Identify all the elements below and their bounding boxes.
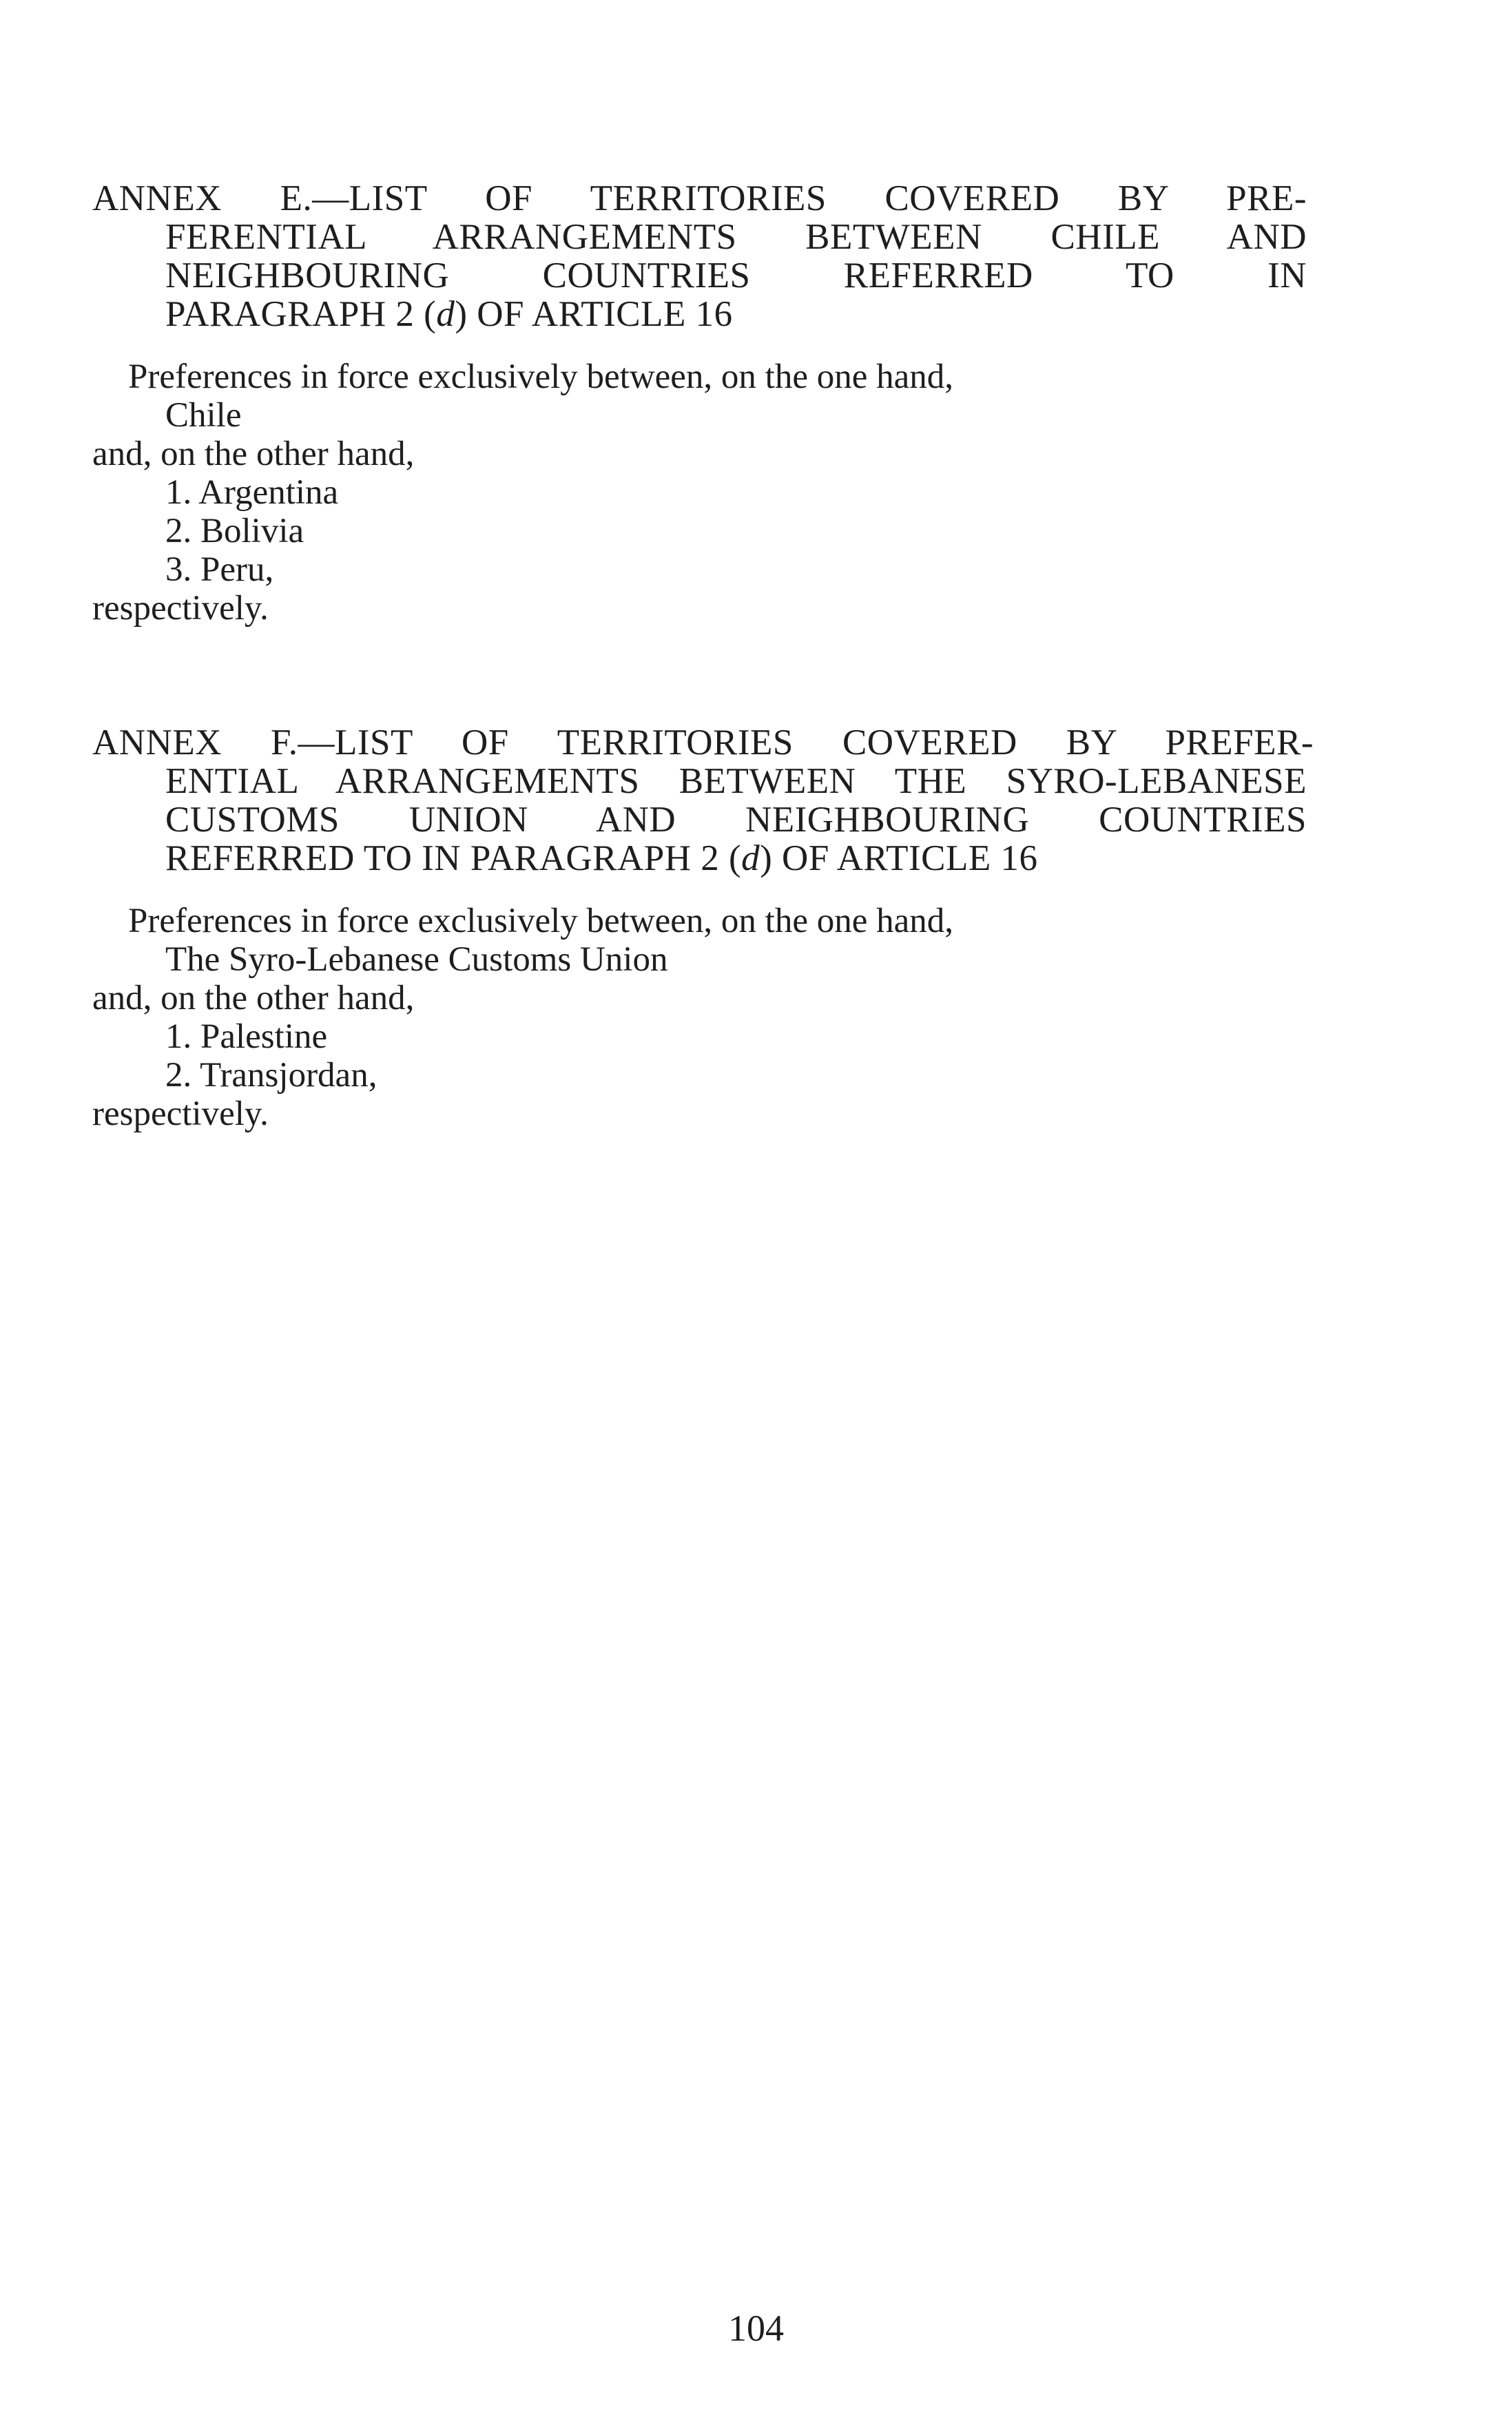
annex-e-heading-line-2: FERENTIAL ARRANGEMENTS BETWEEN CHILE AND xyxy=(165,217,1307,257)
annex-e-party: Chile xyxy=(165,396,242,435)
annex-e-heading-line-1: ANNEX E.—LIST OF TERRITORIES COVERED BY PRE- xyxy=(92,178,1307,218)
annex-f-item-1: 1. Palestine xyxy=(165,1017,328,1056)
annex-e-other-hand: and, on the other hand, xyxy=(92,435,415,473)
annex-f-heading-line-3: CUSTOMS UNION AND NEIGHBOURING COUNTRIES xyxy=(165,800,1307,840)
annex-f-heading-line-2: ENTIAL ARRANGEMENTS BETWEEN THE SYRO-LEBANESE xyxy=(165,761,1307,801)
annex-f-heading-line-1: ANNEX F.—LIST OF TERRITORIES COVERED BY PREFER- xyxy=(92,723,1314,763)
annex-f-party: The Syro-Lebanese Customs Union xyxy=(165,940,668,979)
annex-e-closing: respectively. xyxy=(92,589,269,628)
annex-e-heading-line-4 xyxy=(165,293,733,335)
annex-e-item-1: 1. Argentina xyxy=(165,473,339,512)
annex-e-heading-line-3: NEIGHBOURING COUNTRIES REFERRED TO IN xyxy=(165,256,1307,296)
annex-f-intro: Preferences in force exclusively between, on the one hand, xyxy=(128,902,954,940)
page-number: 104 xyxy=(728,2308,784,2349)
annex-f-heading-italic: d xyxy=(741,838,760,878)
annex-e-heading-prefix: PARAGRAPH 2 ( xyxy=(165,294,437,334)
annex-e-item-2: 2. Bolivia xyxy=(165,512,304,550)
annex-e-intro: Preferences in force exclusively between, on the one hand, xyxy=(128,358,954,396)
annex-f-heading-suffix: ) OF ARTICLE 16 xyxy=(760,838,1038,878)
annex-f-item-2: 2. Transjordan, xyxy=(165,1056,377,1095)
annex-e-heading-italic: d xyxy=(436,294,455,334)
annex-e-item-3: 3. Peru, xyxy=(165,550,274,589)
annex-e-heading-suffix: ) OF ARTICLE 16 xyxy=(455,294,733,334)
annex-f-other-hand: and, on the other hand, xyxy=(92,979,415,1017)
annex-f-heading-prefix: REFERRED TO IN PARAGRAPH 2 ( xyxy=(165,838,742,878)
annex-f-heading-line-4 xyxy=(165,838,1037,879)
annex-f-closing: respectively. xyxy=(92,1095,269,1133)
